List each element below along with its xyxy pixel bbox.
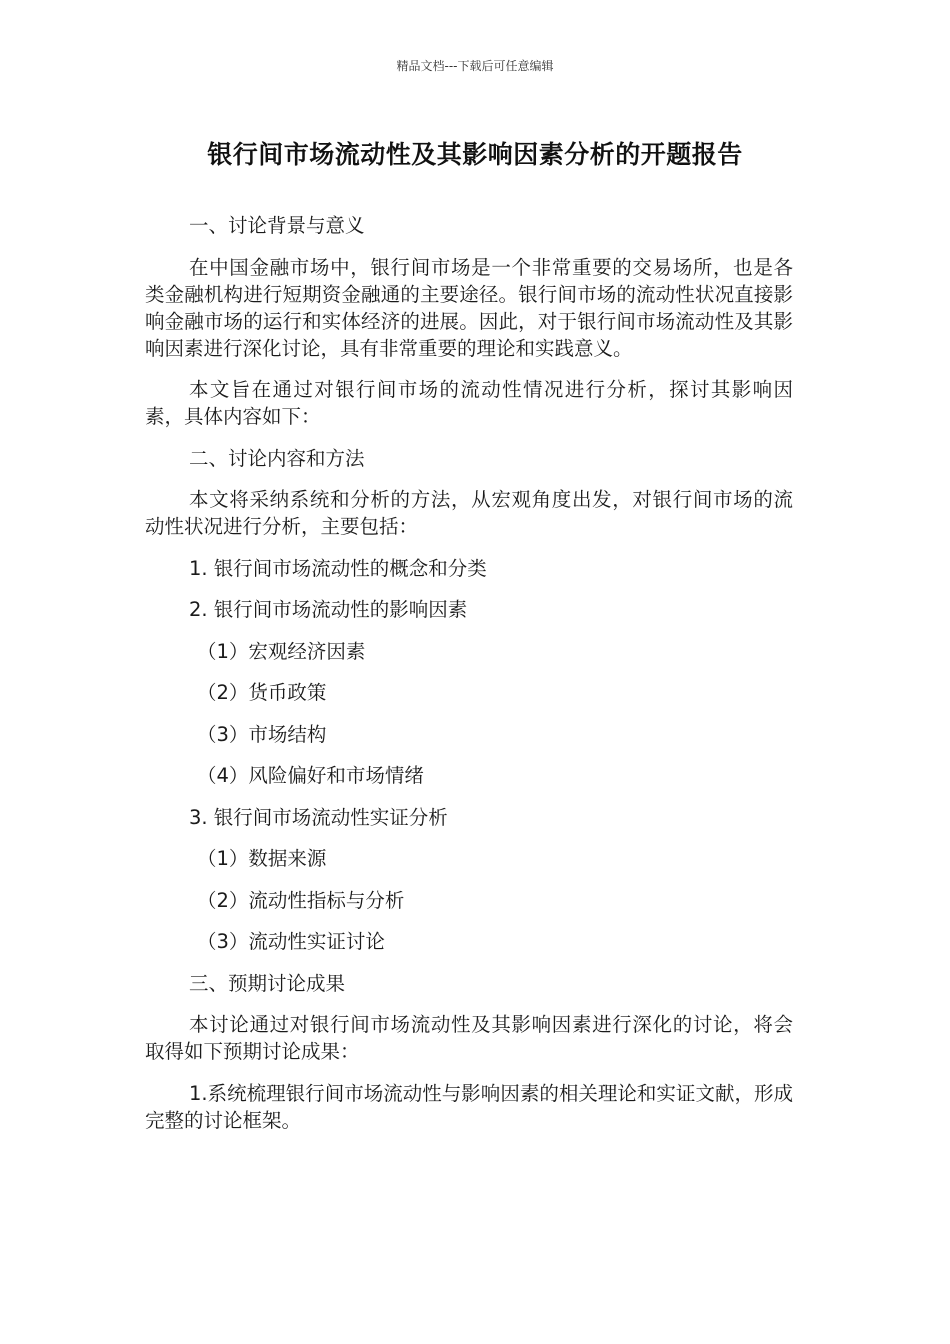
sub-list-item: （4）风险偏好和市场情绪 (197, 764, 424, 787)
sub-list-item: （1）数据来源 (197, 847, 327, 870)
paragraph-expected-results: 本讨论通过对银行间市场流动性及其影响因素进行深化的讨论，将会取得如下预期讨论成果： (145, 1013, 793, 1063)
list-item: 3. 银行间市场流动性实证分析 (189, 805, 448, 829)
section-heading-content-method: 二、讨论内容和方法 (189, 446, 365, 470)
document-title: 银行间市场流动性及其影响因素分析的开题报告 (207, 140, 743, 169)
paragraph-background: 在中国金融市场中，银行间市场是一个非常重要的交易场所，也是各类金融机构进行短期资金融通的主要途径。银行间市场的流动性状况直接影响金融市场的运行和实体经济的进展。因此，对于银行间市场流动性及其影响因素进行深化讨论，具有非常重要的理论和实践意义。 (145, 255, 793, 360)
list-item: 1.系统梳理银行间市场流动性与影响因素的相关理论和实证文献，形成完整的讨论框架。 (145, 1081, 793, 1132)
sub-list-item: （3）流动性实证讨论 (197, 930, 385, 953)
paragraph-method: 本文将采纳系统和分析的方法，从宏观角度出发，对银行间市场的流动性状况进行分析，主要包括： (145, 488, 793, 538)
section-heading-background: 一、讨论背景与意义 (189, 214, 365, 237)
page-header: 精品文档---下载后可任意编辑 (396, 59, 554, 73)
list-item: 2. 银行间市场流动性的影响因素 (189, 598, 468, 621)
sub-list-item: （1）宏观经济因素 (197, 639, 366, 663)
sub-list-item: （3）市场结构 (197, 722, 327, 746)
list-item: 1. 银行间市场流动性的概念和分类 (189, 556, 487, 580)
document-body (145, 212, 793, 1148)
section-heading-expected-results: 三、预期讨论成果 (189, 971, 346, 995)
sub-list-item: （2）流动性指标与分析 (197, 888, 405, 912)
sub-list-item: （2）货币政策 (197, 681, 327, 704)
paragraph-purpose: 本文旨在通过对银行间市场的流动性情况进行分析，探讨其影响因素，具体内容如下： (145, 378, 793, 428)
